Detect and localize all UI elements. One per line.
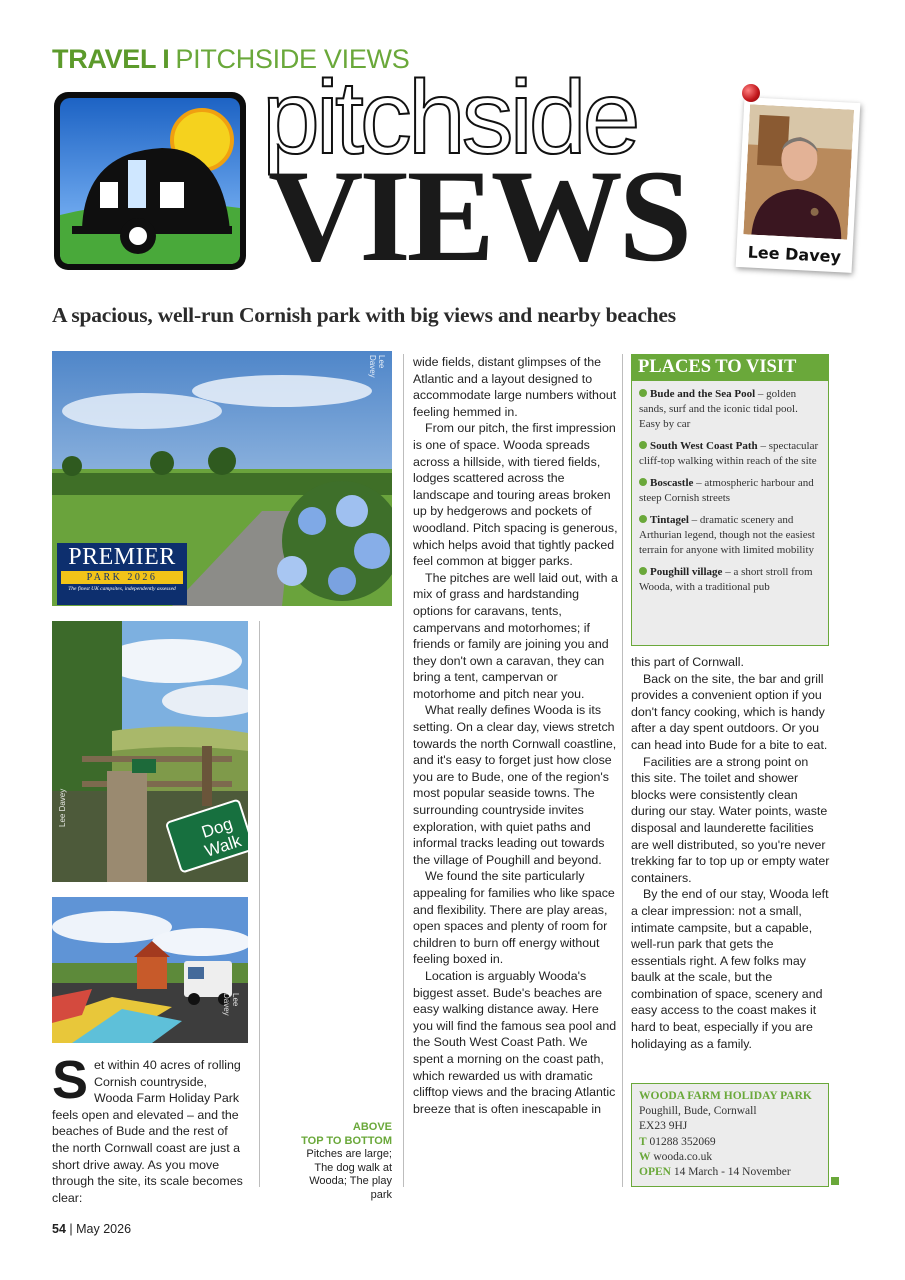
park-info-box [631, 1083, 829, 1187]
bullet-dot-icon [639, 441, 647, 449]
author-polaroid [736, 97, 861, 273]
page-number: 54 [52, 1222, 66, 1236]
place-item: Tintagel – dramatic scenery and Arthurian legend, though not the easiest terrain for anyone with limited mobility [639, 514, 815, 556]
bullet-dot-icon [639, 478, 647, 486]
column-rule [259, 621, 260, 1187]
badge-title: PREMIER [68, 544, 176, 570]
article-paragraph: wide fields, distant glimpses of the Atlantic and a layout designed to accommodate large numbers without feeling hemmed in. [413, 355, 617, 419]
article-paragraph: The pitches are well laid out, with a mix of grass and hardstanding options for caravans, tents, campervans and motorhomes; if friends or family are joining you and they don't own a caravan, they can bring a tent, campervan or motorhome and pitch near you. [413, 570, 618, 701]
footer-separator: | [69, 1222, 73, 1236]
article-column-3 [631, 654, 831, 1052]
author-name: Lee Davey [747, 242, 842, 267]
article-paragraph: Set within 40 acres of rolling Cornish countryside, Wooda Farm Holiday Park feels open and elevated – and the beaches of Bude and the rest of the north Cornwall coast are just a short drive away. As you move through the site, its scale becomes clear: [52, 1050, 243, 1205]
badge-year: PARK 2026 [61, 571, 183, 584]
place-item: Poughill village – a short stroll from Wooda, with a traditional pub [639, 566, 813, 593]
place-item: South West Coast Path – spectacular cliff-top walking within reach of the site [639, 440, 819, 467]
park-opening: OPEN 14 March - 14 November [639, 1166, 791, 1179]
places-to-visit-box [631, 354, 829, 646]
photo-credit: Lee Davey [222, 993, 240, 1016]
photo-credit: Lee Davey [368, 355, 386, 378]
bullet-dot-icon [639, 389, 647, 397]
photo-play-park [52, 897, 248, 1043]
photo-caption [292, 1121, 392, 1202]
bullet-dot-icon [639, 567, 647, 575]
subsection-label: PITCHSIDE VIEWS [175, 44, 410, 74]
badge-tagline: The finest UK campsites, independently assessed [68, 586, 176, 592]
article-paragraph: From our pitch, the first impression is one of space. Wooda spreads across a hillside, with tiered fields, lodges scattered across the landscape and touring areas broken up by hedgerows and pockets of woodland. Pitch spacing is generous, which helps avoid that tightly packed feel common at bigger parks. [413, 421, 618, 569]
premier-park-badge [57, 543, 187, 605]
places-heading: PLACES TO VISIT [632, 355, 828, 381]
author-photo [743, 104, 854, 239]
push-pin-icon [742, 84, 760, 102]
bullet-dot-icon [639, 515, 647, 523]
column-rule [622, 354, 623, 1187]
park-website: W wooda.co.uk [639, 1150, 713, 1163]
places-list [632, 381, 828, 595]
article-column-1 [52, 1050, 248, 1206]
park-telephone: T 01288 352069 [639, 1135, 716, 1148]
caption-heading-above: ABOVE [352, 1121, 392, 1133]
title-script: pitchside [262, 60, 637, 176]
article-paragraph: this part of Cornwall. [631, 655, 744, 669]
article-paragraph: We found the site particularly appealing for families who like space and flexibility. There are play areas, open spaces and plenty of room for children to burn off energy without feeling boxed in. [413, 869, 615, 967]
article-paragraph: By the end of our stay, Wooda left a clear impression: not a small, intimate campsite, but a capable, well-run park that gets the essentials right. A few folks may baulk at the scale, but the combination of space, scenery and easy access to the coast makes it hard to beat, especially if you are holidaying as a family. [631, 887, 829, 1051]
park-name: WOODA FARM HOLIDAY PARK [639, 1090, 812, 1102]
end-mark-icon [831, 1177, 839, 1185]
section-separator: I [162, 44, 170, 74]
article-paragraph: Back on the site, the bar and grill provides a convenient option if you don't fancy cooking, which is handy after a day spent outdoors. Or you can head into Bude for a bite to eat. [631, 671, 828, 752]
caravan-logo-icon [52, 90, 248, 272]
article-column-2 [413, 354, 619, 1117]
page-footer [52, 1222, 131, 1236]
drop-cap: S [52, 1050, 89, 1110]
place-item: Bude and the Sea Pool – golden sands, surf and the iconic tidal pool. Easy by car [639, 388, 798, 430]
article-paragraph: Location is arguably Wooda's biggest asset. Bude's beaches are easy walking distance away. Here you will find the famous sea pool and the South West Coast Path. We spent a morning on the coast path, which rewarded us with dramatic clifftop views and the bracing Atlantic breeze that is often inescapable in [413, 968, 617, 1116]
place-item: Boscastle – atmospheric harbour and steep Cornish streets [639, 477, 814, 504]
standfirst: A spacious, well-run Cornish park with big views and nearby beaches [52, 303, 676, 327]
dog-walk-sign-text: Dog Walk [199, 814, 244, 861]
article-paragraph: What really defines Wooda is its setting. On a clear day, views stretch towards the north Cornwall coastline, and it's easy to forget just how close you are to Bude, one of the region's most popular seaside towns. The surrounding countryside invites exploration, with quiet paths and informal tracks leading out towards the village of Poughill and beyond. [413, 703, 617, 867]
column-rule [403, 354, 404, 1187]
caption-heading-order: TOP TO BOTTOM [301, 1134, 392, 1147]
photo-dog-walk [52, 621, 248, 882]
park-address-line-2: EX23 9HJ [639, 1120, 688, 1133]
article-paragraph: Facilities are a strong point on this site. The toilet and shower blocks were consistently clean during our stay. Water points, waste disposal and launderette facilities are well distributed, so you're never trekking far to top up or empty water containers. [631, 754, 830, 885]
park-address-line-1: Poughill, Bude, Cornwall [639, 1105, 757, 1118]
title-main: VIEWS [268, 142, 689, 289]
caption-text: Pitches are large; The dog walk at Wooda; The play park [306, 1148, 392, 1201]
issue-date: May 2026 [76, 1222, 132, 1236]
photo-credit: Lee Davey [58, 788, 67, 827]
section-label: TRAVEL [52, 44, 157, 74]
